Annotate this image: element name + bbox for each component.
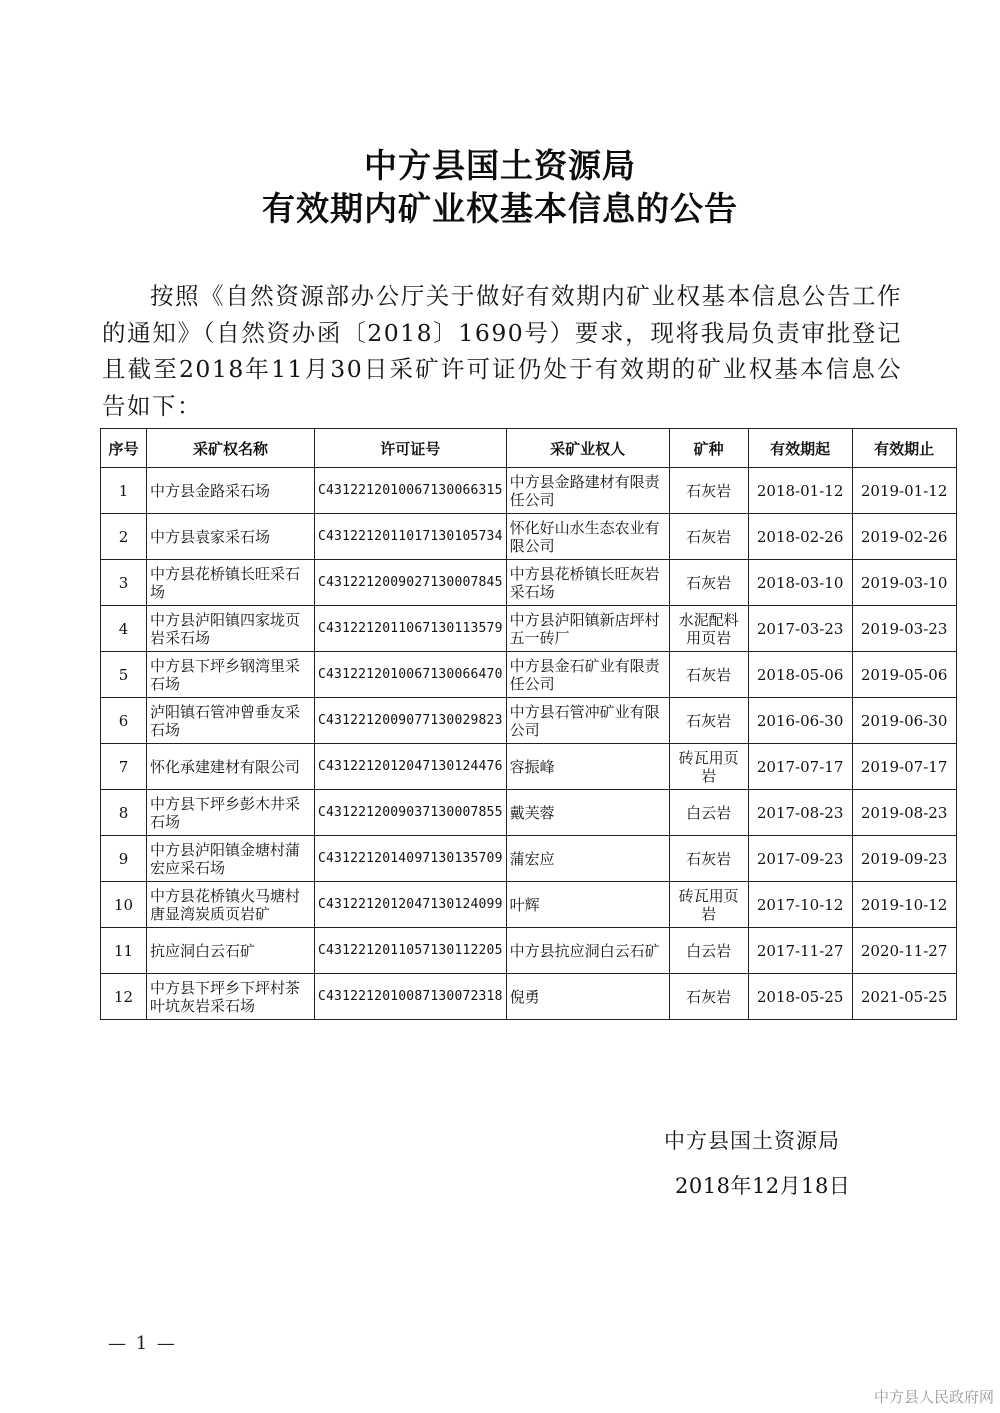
cell-holder: 容振峰 xyxy=(506,744,669,790)
table-row xyxy=(101,560,957,606)
cell-license-no: C4312212010067130066315 xyxy=(315,468,507,514)
cell-license-no: C4312212009027130007845 xyxy=(315,560,507,606)
cell-seq: 6 xyxy=(101,698,147,744)
cell-valid-from: 2017-10-12 xyxy=(748,882,852,928)
table-row xyxy=(101,836,957,882)
cell-holder: 蒲宏应 xyxy=(506,836,669,882)
cell-mine-name: 中方县下坪乡彭木井采石场 xyxy=(147,790,315,836)
cell-valid-from: 2017-03-23 xyxy=(748,606,852,652)
cell-mine-name: 中方县金路采石场 xyxy=(147,468,315,514)
cell-mineral: 石灰岩 xyxy=(669,560,748,606)
col-header-seq: 序号 xyxy=(101,429,147,468)
mining-rights-table xyxy=(100,428,957,1020)
cell-license-no: C4312212012047130124476 xyxy=(315,744,507,790)
cell-valid-from: 2018-05-06 xyxy=(748,652,852,698)
cell-seq: 4 xyxy=(101,606,147,652)
cell-valid-from: 2017-08-23 xyxy=(748,790,852,836)
cell-seq: 5 xyxy=(101,652,147,698)
cell-seq: 3 xyxy=(101,560,147,606)
cell-mineral: 砖瓦用页岩 xyxy=(669,744,748,790)
document-title-line1: 中方县国土资源局 xyxy=(364,146,636,185)
table-row xyxy=(101,928,957,974)
cell-valid-from: 2018-05-25 xyxy=(748,974,852,1020)
intro-paragraph: 按照《自然资源部办公厅关于做好有效期内矿业权基本信息公告工作的通知》（自然资办函〔2018〕1690号）要求，现将我局负责审批登记且截至2018年11月30日采矿许可证仍处于有效期的矿业权基本信息公告如下： xyxy=(102,282,902,420)
cell-mineral: 石灰岩 xyxy=(669,836,748,882)
cell-valid-to: 2019-05-06 xyxy=(852,652,956,698)
cell-valid-to: 2019-09-23 xyxy=(852,836,956,882)
cell-seq: 8 xyxy=(101,790,147,836)
cell-license-no: C4312212011067130113579 xyxy=(315,606,507,652)
cell-holder: 怀化好山水生态农业有限公司 xyxy=(506,514,669,560)
cell-mineral: 石灰岩 xyxy=(669,698,748,744)
cell-seq: 1 xyxy=(101,468,147,514)
cell-mine-name: 中方县花桥镇火马塘村唐显湾炭质页岩矿 xyxy=(147,882,315,928)
cell-mineral: 砖瓦用页岩 xyxy=(669,882,748,928)
col-header-holder: 采矿业权人 xyxy=(506,429,669,468)
cell-license-no: C4312212010067130066470 xyxy=(315,652,507,698)
signing-organization: 中方县国土资源局 xyxy=(664,1129,840,1153)
table-row xyxy=(101,652,957,698)
col-header-valid-from: 有效期起 xyxy=(748,429,852,468)
cell-mineral: 石灰岩 xyxy=(669,514,748,560)
cell-seq: 9 xyxy=(101,836,147,882)
watermark: 中方县人民政府网 xyxy=(873,1388,994,1406)
col-header-license: 许可证号 xyxy=(315,429,507,468)
table-row xyxy=(101,882,957,928)
cell-valid-from: 2018-03-10 xyxy=(748,560,852,606)
table-row xyxy=(101,514,957,560)
cell-valid-to: 2020-11-27 xyxy=(852,928,956,974)
cell-mine-name: 怀化承建建材有限公司 xyxy=(147,744,315,790)
cell-seq: 2 xyxy=(101,514,147,560)
cell-valid-to: 2019-03-10 xyxy=(852,560,956,606)
cell-holder: 中方县金石矿业有限责任公司 xyxy=(506,652,669,698)
cell-mine-name: 中方县花桥镇长旺采石场 xyxy=(147,560,315,606)
cell-valid-to: 2019-02-26 xyxy=(852,514,956,560)
cell-holder: 中方县花桥镇长旺灰岩采石场 xyxy=(506,560,669,606)
cell-holder: 中方县泸阳镇新店坪村五一砖厂 xyxy=(506,606,669,652)
cell-holder: 叶辉 xyxy=(506,882,669,928)
cell-valid-from: 2018-02-26 xyxy=(748,514,852,560)
table-row xyxy=(101,698,957,744)
cell-mine-name: 中方县袁家采石场 xyxy=(147,514,315,560)
table-row xyxy=(101,606,957,652)
cell-holder: 中方县石管冲矿业有限公司 xyxy=(506,698,669,744)
cell-mine-name: 中方县下坪乡下坪村茶叶坑灰岩采石场 xyxy=(147,974,315,1020)
cell-valid-from: 2018-01-12 xyxy=(748,468,852,514)
page-number: — 1 — xyxy=(108,1333,177,1354)
cell-license-no: C4312212010087130072318 xyxy=(315,974,507,1020)
cell-mine-name: 抗应洞白云石矿 xyxy=(147,928,315,974)
cell-holder: 中方县金路建材有限责任公司 xyxy=(506,468,669,514)
cell-license-no: C4312212011057130112205 xyxy=(315,928,507,974)
col-header-name: 采矿权名称 xyxy=(147,429,315,468)
cell-seq: 7 xyxy=(101,744,147,790)
document-title-line2: 有效期内矿业权基本信息的公告 xyxy=(262,189,738,228)
signing-date: 2018年12月18日 xyxy=(675,1174,851,1198)
table-row xyxy=(101,974,957,1020)
cell-license-no: C4312212009077130029823 xyxy=(315,698,507,744)
cell-mineral: 白云岩 xyxy=(669,790,748,836)
cell-seq: 10 xyxy=(101,882,147,928)
cell-mineral: 石灰岩 xyxy=(669,974,748,1020)
col-header-valid-to: 有效期止 xyxy=(852,429,956,468)
cell-seq: 11 xyxy=(101,928,147,974)
cell-valid-from: 2017-11-27 xyxy=(748,928,852,974)
cell-valid-from: 2017-09-23 xyxy=(748,836,852,882)
cell-license-no: C4312212009037130007855 xyxy=(315,790,507,836)
cell-valid-to: 2021-05-25 xyxy=(852,974,956,1020)
cell-mine-name: 中方县泸阳镇金塘村蒲宏应采石场 xyxy=(147,836,315,882)
cell-valid-to: 2019-06-30 xyxy=(852,698,956,744)
cell-mine-name: 中方县下坪乡钢湾里采石场 xyxy=(147,652,315,698)
cell-holder: 中方县抗应洞白云石矿 xyxy=(506,928,669,974)
cell-valid-to: 2019-07-17 xyxy=(852,744,956,790)
cell-holder: 戴芙蓉 xyxy=(506,790,669,836)
cell-mineral: 石灰岩 xyxy=(669,468,748,514)
cell-valid-to: 2019-10-12 xyxy=(852,882,956,928)
cell-valid-from: 2017-07-17 xyxy=(748,744,852,790)
table-header-row xyxy=(101,429,957,468)
table-body xyxy=(101,468,957,1020)
cell-mine-name: 中方县泸阳镇四家垅页岩采石场 xyxy=(147,606,315,652)
table-row xyxy=(101,744,957,790)
table-row xyxy=(101,790,957,836)
cell-mineral: 水泥配料用页岩 xyxy=(669,606,748,652)
cell-valid-to: 2019-01-12 xyxy=(852,468,956,514)
cell-valid-to: 2019-03-23 xyxy=(852,606,956,652)
cell-holder: 倪勇 xyxy=(506,974,669,1020)
cell-mine-name: 泸阳镇石管冲曾垂友采石场 xyxy=(147,698,315,744)
cell-license-no: C4312212012047130124099 xyxy=(315,882,507,928)
cell-valid-from: 2016-06-30 xyxy=(748,698,852,744)
cell-seq: 12 xyxy=(101,974,147,1020)
cell-license-no: C4312212011017130105734 xyxy=(315,514,507,560)
cell-mineral: 白云岩 xyxy=(669,928,748,974)
cell-valid-to: 2019-08-23 xyxy=(852,790,956,836)
cell-mineral: 石灰岩 xyxy=(669,652,748,698)
table-row xyxy=(101,468,957,514)
col-header-mineral: 矿种 xyxy=(669,429,748,468)
cell-license-no: C4312212014097130135709 xyxy=(315,836,507,882)
